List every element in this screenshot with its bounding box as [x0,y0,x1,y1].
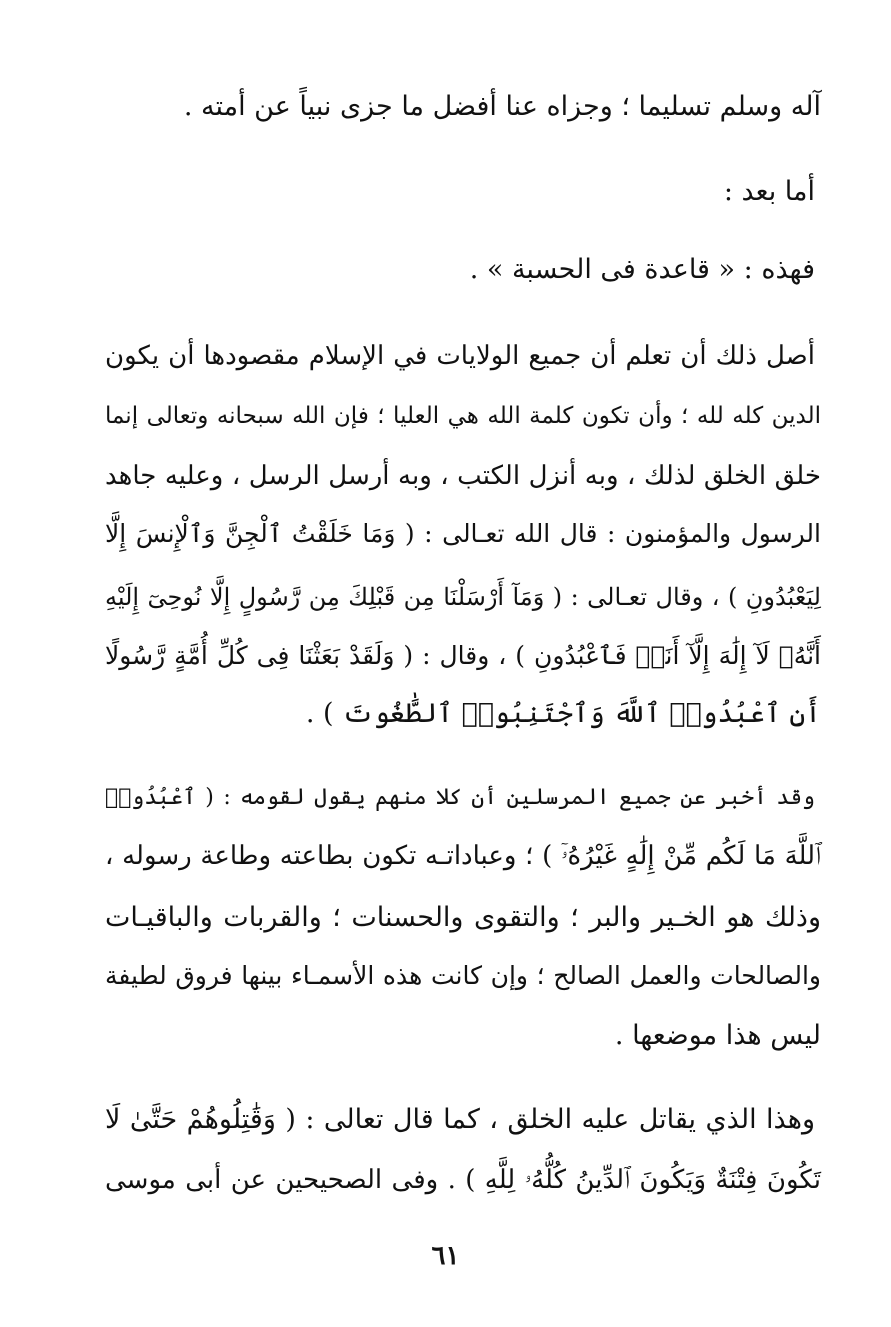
text-line: والصالحات والعمل الصالح ؛ وإن كانت هذه الأسمـاء بينها فروق لطيفة [105,961,821,990]
text-line: ٱللَّهَ مَا لَكُم مِّنْ إِلَٰهٍ غَيْرُهُۥٓ ) ؛ وعباداتـه تكون بطاعته وطاعة رسوله ، [105,841,821,871]
text-line: وقد أخبر عن جميع المرسلين أن كلا منهم يقول لقومه : ( ٱعْبُدُوا۟ [105,785,815,810]
text-line: أَنَّهُۥ لَآ إِلَٰهَ إِلَّآ أَنَا۠ فَٱعْبُدُونِ ) ، وقال : ( وَلَقَدْ بَعَثْنَا فِى كُلِّ أُمَّةٍ رَّسُولًا [105,641,821,670]
text-line: خلق الخلق لذلك ، وبه أنزل الكتب ، وبه أرسل الرسل ، وعليه جاهد [105,461,821,491]
text-line: لِيَعْبُدُونِ ) ، وقال تعـالى : ( وَمَآ أَرْسَلْنَا مِن قَبْلِكَ مِن رَّسُولٍ إِلَّا نُوحِىٓ إِلَيْهِ [105,583,821,611]
text-line: الرسول والمؤمنون : قال الله تعـالى : ( وَمَا خَلَقْتُ ٱلْجِنَّ وَٱلْإِنسَ إِلَّا [105,519,821,548]
text-line: أصل ذلك أن تعلم أن جميع الولايات في الإسلام مقصودها أن يكون [105,341,815,371]
text-line: أَنِ ٱعْبُدُوا۟ ٱللَّهَ وَٱجْتَنِبُوا۟ ٱلطَّٰغُوتَ ) . [305,698,821,729]
document-title-line: فهذه : « قاعدة فى الحسبة » . [469,254,815,285]
text-line: وذلك هو الخـير والبر ؛ والتقوى والحسنات ؛ والقربات والباقيـات [105,902,821,933]
text-line: تَكُونَ فِتْنَةٌ وَيَكُونَ ٱلدِّينُ كُلُّهُۥ لِلَّهِ ) . وفى الصحيحين عن أبى موسى [105,1165,821,1195]
text-line: آله وسلم تسليما ؛ وجزاه عنا أفضل ما جزى نبياً عن أمته . [183,91,821,122]
text-line: أما بعد : [723,176,815,207]
page-number: ٦١ [431,1241,460,1271]
text-line: وهذا الذي يقاتل عليه الخلق ، كما قال تعالى : ( وَقَٰتِلُوهُمْ حَتَّىٰ لَا [105,1104,815,1135]
text-line: ليس هذا موضعها . [614,1020,821,1051]
text-line: الدين كله لله ؛ وأن تكون كلمة الله هي العليا ؛ فإن الله سبحانه وتعالى إنما [105,403,821,429]
